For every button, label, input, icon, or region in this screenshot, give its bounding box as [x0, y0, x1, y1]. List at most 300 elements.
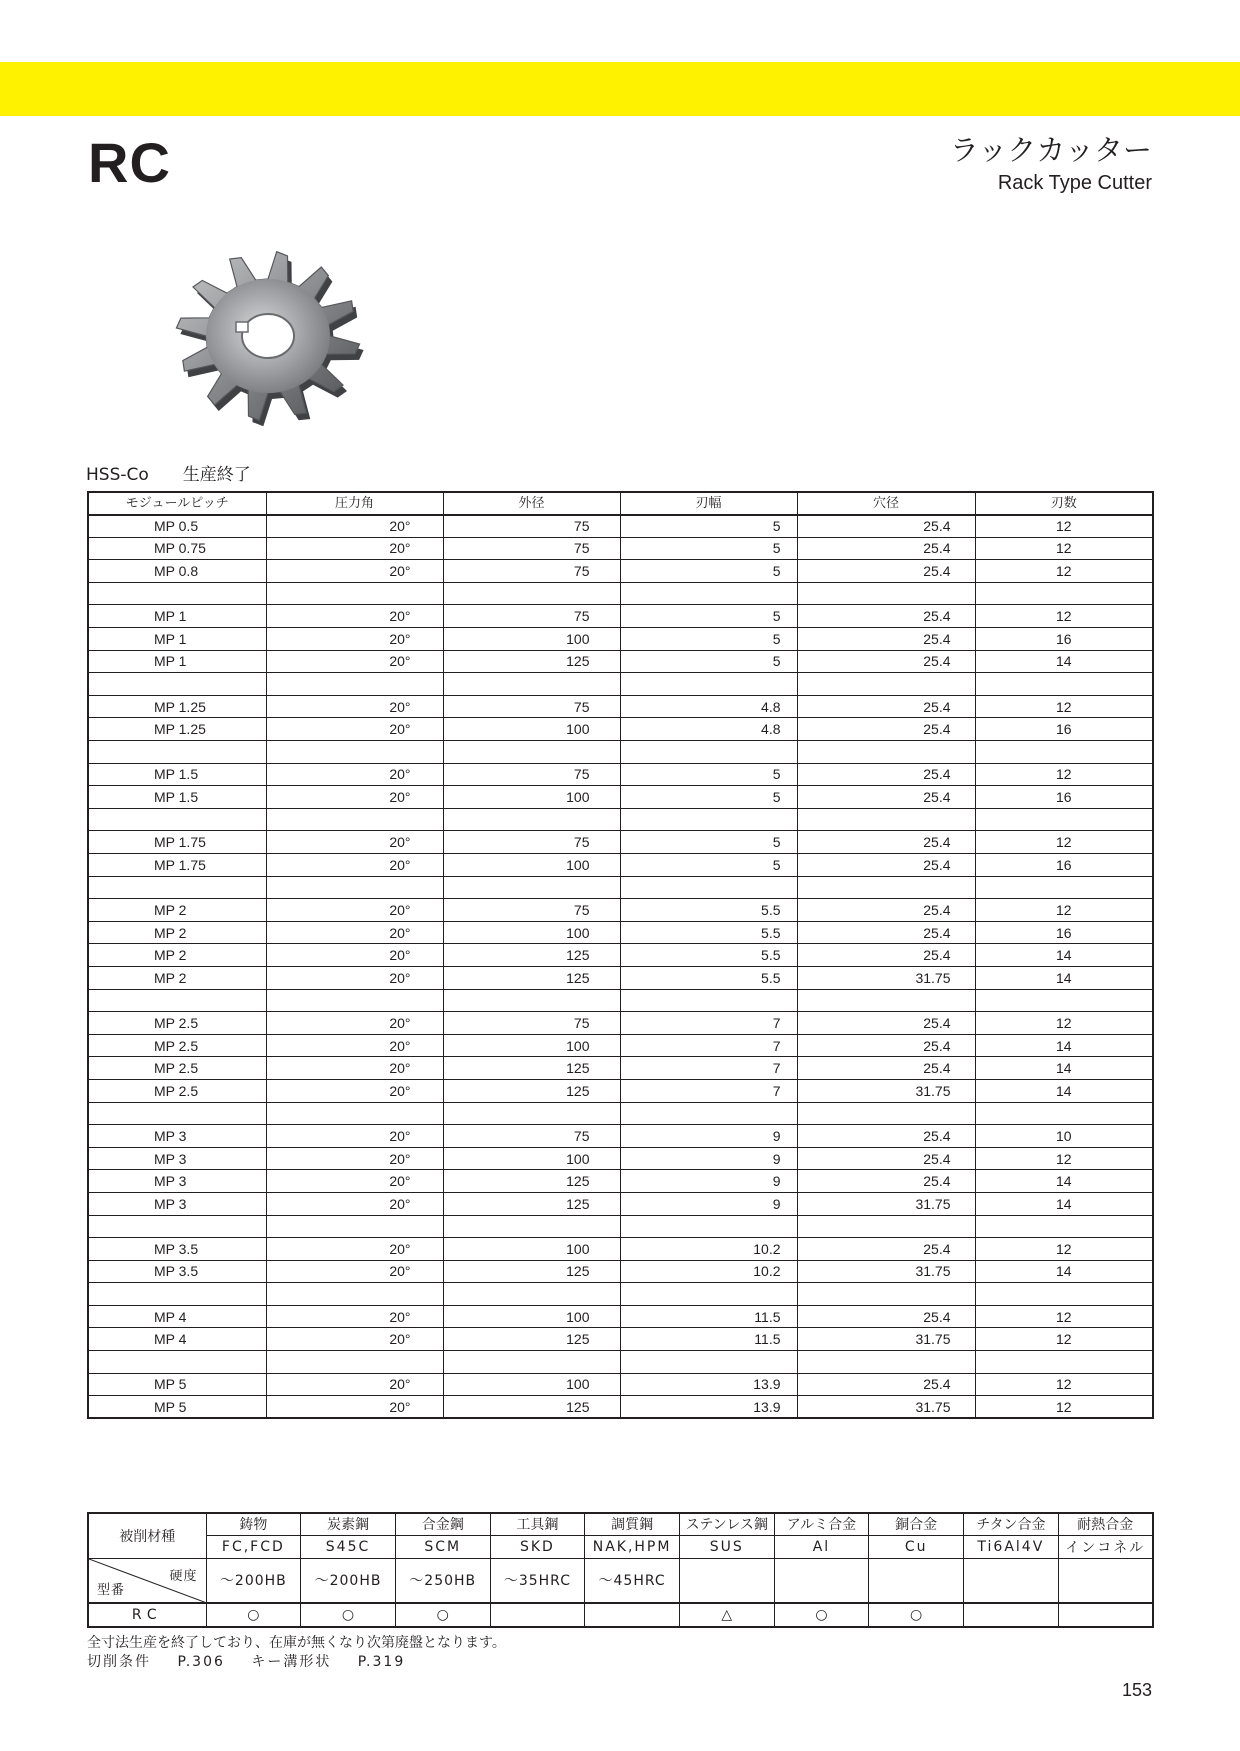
cell-blade-width: 4.8: [620, 718, 797, 741]
cell-module-pitch: MP 0.75: [88, 537, 266, 560]
table-row: [88, 515, 1153, 538]
cell-teeth-count: 12: [975, 763, 1153, 786]
cell-module-pitch: MP 4: [88, 1305, 266, 1328]
table-row: [88, 1057, 1153, 1080]
table-row: [88, 786, 1153, 809]
cell-pressure-angle: [266, 673, 443, 696]
cell-teeth-count: [975, 673, 1153, 696]
cell-blade-width: [620, 741, 797, 764]
cell-module-pitch: [88, 808, 266, 831]
cell-blade-width: 5: [620, 854, 797, 877]
cell-pressure-angle: 20°: [266, 786, 443, 809]
cell-module-pitch: MP 3: [88, 1147, 266, 1170]
cell-outer-diameter: 75: [443, 695, 620, 718]
table-row: [88, 1328, 1153, 1351]
spec-header-row: [88, 492, 1153, 515]
cell-outer-diameter: [443, 1283, 620, 1306]
cell-blade-width: 4.8: [620, 695, 797, 718]
material-code: S45C: [301, 1535, 396, 1558]
cell-teeth-count: 16: [975, 921, 1153, 944]
page-number: 153: [1121, 1680, 1152, 1700]
cell-module-pitch: MP 1: [88, 650, 266, 673]
material-code: SUS: [679, 1535, 774, 1558]
cell-bore-diameter: 25.4: [797, 763, 975, 786]
cell-pressure-angle: [266, 1102, 443, 1125]
cell-module-pitch: MP 2: [88, 921, 266, 944]
suitability-mark: [490, 1603, 585, 1627]
cell-bore-diameter: [797, 808, 975, 831]
table-row: [88, 1305, 1153, 1328]
cell-pressure-angle: 20°: [266, 1328, 443, 1351]
material-category: アルミ合金: [774, 1513, 869, 1535]
table-row: [88, 1192, 1153, 1215]
cell-teeth-count: 14: [975, 944, 1153, 967]
cell-blade-width: 5.5: [620, 921, 797, 944]
cell-module-pitch: MP 2.5: [88, 1057, 266, 1080]
cell-module-pitch: [88, 741, 266, 764]
cell-pressure-angle: 20°: [266, 1057, 443, 1080]
cell-outer-diameter: [443, 741, 620, 764]
production-status: 生産終了: [182, 465, 251, 485]
cell-teeth-count: 10: [975, 1125, 1153, 1148]
cell-bore-diameter: 25.4: [797, 899, 975, 922]
cell-outer-diameter: 125: [443, 1170, 620, 1193]
table-row: [88, 1012, 1153, 1035]
cell-bore-diameter: [797, 1283, 975, 1306]
cell-bore-diameter: 31.75: [797, 1396, 975, 1419]
cell-module-pitch: MP 1.75: [88, 831, 266, 854]
material-category: 合金鋼: [395, 1513, 490, 1535]
cell-outer-diameter: 125: [443, 944, 620, 967]
cell-module-pitch: MP 1.5: [88, 786, 266, 809]
cell-teeth-count: 14: [975, 1079, 1153, 1102]
table-row: [88, 1283, 1153, 1306]
cell-blade-width: 9: [620, 1147, 797, 1170]
col-module-pitch: モジュールピッチ: [88, 492, 266, 515]
cell-pressure-angle: [266, 1351, 443, 1374]
col-teeth-count: 刃数: [975, 492, 1153, 515]
cell-bore-diameter: 25.4: [797, 605, 975, 628]
cell-bore-diameter: 25.4: [797, 786, 975, 809]
cell-module-pitch: [88, 989, 266, 1012]
cell-bore-diameter: [797, 876, 975, 899]
cell-bore-diameter: [797, 673, 975, 696]
table-row: [88, 1373, 1153, 1396]
cell-blade-width: 7: [620, 1079, 797, 1102]
cell-bore-diameter: 25.4: [797, 1170, 975, 1193]
cell-bore-diameter: 25.4: [797, 921, 975, 944]
cell-pressure-angle: 20°: [266, 1373, 443, 1396]
cell-blade-width: 9: [620, 1170, 797, 1193]
cell-module-pitch: MP 3: [88, 1170, 266, 1193]
cell-teeth-count: 16: [975, 718, 1153, 741]
cell-module-pitch: MP 3: [88, 1192, 266, 1215]
cell-bore-diameter: 31.75: [797, 1328, 975, 1351]
cell-bore-diameter: 25.4: [797, 944, 975, 967]
cell-outer-diameter: [443, 1102, 620, 1125]
cell-module-pitch: [88, 1351, 266, 1374]
cell-outer-diameter: [443, 989, 620, 1012]
cell-teeth-count: 12: [975, 605, 1153, 628]
table-row: [88, 899, 1153, 922]
cell-outer-diameter: 100: [443, 1147, 620, 1170]
cell-outer-diameter: 75: [443, 537, 620, 560]
reference-line: [87, 1653, 506, 1672]
cell-bore-diameter: 25.4: [797, 1305, 975, 1328]
cell-pressure-angle: 20°: [266, 515, 443, 538]
keyway-page: P.319: [357, 1654, 406, 1670]
cell-blade-width: [620, 582, 797, 605]
cell-teeth-count: 12: [975, 1012, 1153, 1035]
cell-bore-diameter: [797, 582, 975, 605]
cell-outer-diameter: 100: [443, 921, 620, 944]
table-row: [88, 673, 1153, 696]
cell-module-pitch: MP 3: [88, 1125, 266, 1148]
cell-bore-diameter: 25.4: [797, 1057, 975, 1080]
table-row: [88, 1147, 1153, 1170]
cell-module-pitch: [88, 1283, 266, 1306]
cell-pressure-angle: [266, 1215, 443, 1238]
material-hardness: [774, 1558, 869, 1603]
product-title-en: Rack Type Cutter: [997, 172, 1152, 194]
table-row: [88, 1170, 1153, 1193]
table-row: [88, 1034, 1153, 1057]
table-row: [88, 1351, 1153, 1374]
cell-blade-width: [620, 876, 797, 899]
material-hardness: [1058, 1558, 1153, 1603]
col-blade-width: 刃幅: [620, 492, 797, 515]
cell-bore-diameter: 25.4: [797, 560, 975, 583]
cell-pressure-angle: 20°: [266, 560, 443, 583]
material-code: Cu: [869, 1535, 964, 1558]
table-row: [88, 537, 1153, 560]
cell-bore-diameter: [797, 1215, 975, 1238]
cell-outer-diameter: [443, 808, 620, 831]
cell-blade-width: 5: [620, 763, 797, 786]
material-name: HSS-Co: [86, 465, 149, 485]
cell-blade-width: 5: [620, 515, 797, 538]
cell-blade-width: 5: [620, 786, 797, 809]
cell-module-pitch: MP 2.5: [88, 1079, 266, 1102]
cell-teeth-count: [975, 1283, 1153, 1306]
table-row: [88, 944, 1153, 967]
cell-outer-diameter: 100: [443, 1373, 620, 1396]
cell-outer-diameter: 125: [443, 1328, 620, 1351]
discontinued-note: 全寸法生産を終了しており、在庫が無くなり次第廃盤となります。: [87, 1635, 506, 1651]
suitability-mark: [964, 1603, 1059, 1627]
suitability-mark: ○: [395, 1603, 490, 1627]
cell-module-pitch: [88, 1102, 266, 1125]
material-category: 鋳物: [206, 1513, 301, 1535]
cell-blade-width: 7: [620, 1057, 797, 1080]
cell-bore-diameter: 25.4: [797, 1238, 975, 1261]
cell-teeth-count: 12: [975, 899, 1153, 922]
cell-teeth-count: 14: [975, 1034, 1153, 1057]
cell-bore-diameter: [797, 741, 975, 764]
cell-outer-diameter: 100: [443, 854, 620, 877]
cell-teeth-count: 12: [975, 1147, 1153, 1170]
cell-bore-diameter: 25.4: [797, 1125, 975, 1148]
cell-teeth-count: 12: [975, 537, 1153, 560]
cell-outer-diameter: [443, 673, 620, 696]
col-pressure-angle: 圧力角: [266, 492, 443, 515]
cell-teeth-count: 12: [975, 1373, 1153, 1396]
cell-blade-width: 13.9: [620, 1373, 797, 1396]
table-row: [88, 763, 1153, 786]
cell-bore-diameter: 31.75: [797, 1260, 975, 1283]
cell-outer-diameter: 100: [443, 786, 620, 809]
cell-teeth-count: [975, 1215, 1153, 1238]
material-code: インコネル: [1058, 1535, 1153, 1558]
material-hardness: 〜200HB: [206, 1558, 301, 1603]
cell-teeth-count: [975, 1102, 1153, 1125]
cell-bore-diameter: 31.75: [797, 1192, 975, 1215]
cell-module-pitch: [88, 582, 266, 605]
cell-module-pitch: MP 1: [88, 628, 266, 651]
cell-bore-diameter: 25.4: [797, 831, 975, 854]
cell-pressure-angle: 20°: [266, 650, 443, 673]
cell-outer-diameter: 75: [443, 763, 620, 786]
material-hardness: 〜250HB: [395, 1558, 490, 1603]
cell-teeth-count: 12: [975, 1305, 1153, 1328]
material-code: NAK,HPM: [585, 1535, 680, 1558]
cell-blade-width: [620, 673, 797, 696]
cell-blade-width: [620, 1351, 797, 1374]
cell-pressure-angle: 20°: [266, 1034, 443, 1057]
cell-teeth-count: 16: [975, 628, 1153, 651]
cell-module-pitch: MP 2.5: [88, 1034, 266, 1057]
cell-pressure-angle: 20°: [266, 628, 443, 651]
cell-module-pitch: MP 3.5: [88, 1238, 266, 1261]
cell-pressure-angle: 20°: [266, 854, 443, 877]
cell-pressure-angle: [266, 808, 443, 831]
table-row: [88, 628, 1153, 651]
cell-pressure-angle: 20°: [266, 1396, 443, 1419]
suitability-mark: ○: [206, 1603, 301, 1627]
mat-header-label: 被削材種: [88, 1513, 206, 1558]
table-row: [88, 582, 1153, 605]
cell-bore-diameter: 25.4: [797, 1012, 975, 1035]
cell-outer-diameter: 125: [443, 1260, 620, 1283]
col-outer-diameter: 外径: [443, 492, 620, 515]
cell-bore-diameter: [797, 1102, 975, 1125]
cell-teeth-count: 16: [975, 786, 1153, 809]
cell-module-pitch: MP 1.5: [88, 763, 266, 786]
table-row: [88, 831, 1153, 854]
cell-blade-width: 5: [620, 560, 797, 583]
hardness-label: 硬度: [169, 1568, 198, 1584]
material-hardness: [869, 1558, 964, 1603]
cell-blade-width: 11.5: [620, 1305, 797, 1328]
cell-pressure-angle: [266, 741, 443, 764]
material-code: Ti6Al4V: [964, 1535, 1059, 1558]
cell-outer-diameter: 125: [443, 966, 620, 989]
cell-outer-diameter: 100: [443, 718, 620, 741]
cell-blade-width: [620, 1215, 797, 1238]
notes: [87, 1634, 506, 1672]
cell-pressure-angle: 20°: [266, 944, 443, 967]
table-row: [88, 1215, 1153, 1238]
cell-pressure-angle: 20°: [266, 1012, 443, 1035]
cell-blade-width: 5: [620, 537, 797, 560]
cell-pressure-angle: 20°: [266, 695, 443, 718]
cell-bore-diameter: 25.4: [797, 650, 975, 673]
cell-pressure-angle: 20°: [266, 1147, 443, 1170]
cell-pressure-angle: [266, 1283, 443, 1306]
cell-module-pitch: [88, 876, 266, 899]
cell-outer-diameter: [443, 876, 620, 899]
cell-teeth-count: [975, 989, 1153, 1012]
cell-teeth-count: [975, 741, 1153, 764]
cell-blade-width: 5.5: [620, 944, 797, 967]
suitability-mark: △: [679, 1603, 774, 1627]
cell-pressure-angle: 20°: [266, 1192, 443, 1215]
suitability-mark: ○: [774, 1603, 869, 1627]
cell-teeth-count: 16: [975, 854, 1153, 877]
cell-bore-diameter: 25.4: [797, 628, 975, 651]
material-category: 調質鋼: [585, 1513, 680, 1535]
cell-outer-diameter: [443, 1215, 620, 1238]
table-row: [88, 695, 1153, 718]
table-row: [88, 718, 1153, 741]
material-hardness: 〜45HRC: [585, 1558, 680, 1603]
cell-pressure-angle: 20°: [266, 763, 443, 786]
cell-pressure-angle: [266, 582, 443, 605]
table-row: [88, 921, 1153, 944]
material-line: [86, 460, 251, 485]
model-code: RC: [88, 1603, 206, 1627]
table-row: [88, 650, 1153, 673]
cell-pressure-angle: 20°: [266, 966, 443, 989]
table-row: [88, 1396, 1153, 1419]
cell-bore-diameter: 31.75: [797, 966, 975, 989]
cutting-conditions-label: 切削条件: [87, 1654, 151, 1670]
spec-table: [87, 491, 1154, 1419]
table-row: [88, 741, 1153, 764]
material-code: SKD: [490, 1535, 585, 1558]
cell-module-pitch: MP 3.5: [88, 1260, 266, 1283]
cell-teeth-count: 12: [975, 831, 1153, 854]
cell-bore-diameter: 25.4: [797, 854, 975, 877]
product-title-jp: ラックカッター: [949, 133, 1152, 167]
cell-pressure-angle: 20°: [266, 605, 443, 628]
cell-outer-diameter: 125: [443, 650, 620, 673]
cell-bore-diameter: 25.4: [797, 515, 975, 538]
cell-pressure-angle: [266, 989, 443, 1012]
cell-pressure-angle: 20°: [266, 1260, 443, 1283]
material-category: チタン合金: [964, 1513, 1059, 1535]
product-code: RC: [88, 131, 171, 194]
cutting-conditions-page: P.306: [177, 1654, 225, 1670]
suitability-mark: [1058, 1603, 1153, 1627]
cell-module-pitch: [88, 1215, 266, 1238]
cell-module-pitch: MP 1.25: [88, 695, 266, 718]
cell-bore-diameter: 25.4: [797, 1034, 975, 1057]
cell-bore-diameter: 25.4: [797, 695, 975, 718]
table-row: [88, 1079, 1153, 1102]
cell-blade-width: 9: [620, 1125, 797, 1148]
material-table: [87, 1512, 1154, 1628]
table-row: [88, 560, 1153, 583]
cell-outer-diameter: 75: [443, 831, 620, 854]
cell-module-pitch: MP 0.5: [88, 515, 266, 538]
material-hardness: 〜200HB: [301, 1558, 396, 1603]
cell-pressure-angle: 20°: [266, 899, 443, 922]
cell-teeth-count: 14: [975, 966, 1153, 989]
cell-teeth-count: 14: [975, 1192, 1153, 1215]
cell-teeth-count: 12: [975, 695, 1153, 718]
table-row: [88, 989, 1153, 1012]
material-code: FC,FCD: [206, 1535, 301, 1558]
cell-pressure-angle: 20°: [266, 718, 443, 741]
cell-outer-diameter: 125: [443, 1192, 620, 1215]
table-row: [88, 854, 1153, 877]
cell-blade-width: 5: [620, 831, 797, 854]
cell-module-pitch: MP 1.75: [88, 854, 266, 877]
cell-outer-diameter: 75: [443, 560, 620, 583]
cell-outer-diameter: 125: [443, 1396, 620, 1419]
material-hardness: [679, 1558, 774, 1603]
material-category: 銅合金: [869, 1513, 964, 1535]
cell-module-pitch: MP 1: [88, 605, 266, 628]
table-row: [88, 605, 1153, 628]
keyway-label: キー溝形状: [251, 1654, 332, 1670]
cell-blade-width: [620, 989, 797, 1012]
cell-outer-diameter: 75: [443, 899, 620, 922]
table-row: [88, 1238, 1153, 1261]
cell-blade-width: 10.2: [620, 1260, 797, 1283]
table-row: [88, 966, 1153, 989]
cell-blade-width: 10.2: [620, 1238, 797, 1261]
col-bore-diameter: 穴径: [797, 492, 975, 515]
cell-blade-width: 5.5: [620, 899, 797, 922]
cell-module-pitch: MP 2: [88, 944, 266, 967]
cell-teeth-count: 12: [975, 1238, 1153, 1261]
cell-pressure-angle: 20°: [266, 831, 443, 854]
cell-outer-diameter: 125: [443, 1057, 620, 1080]
cell-teeth-count: 14: [975, 1057, 1153, 1080]
material-category: 工具鋼: [490, 1513, 585, 1535]
cell-teeth-count: 12: [975, 1328, 1153, 1351]
cell-blade-width: [620, 808, 797, 831]
table-row: [88, 876, 1153, 899]
material-code: Al: [774, 1535, 869, 1558]
material-hardness: 〜35HRC: [490, 1558, 585, 1603]
cell-module-pitch: MP 5: [88, 1373, 266, 1396]
suitability-mark: ○: [301, 1603, 396, 1627]
table-row: [88, 1102, 1153, 1125]
cell-blade-width: 7: [620, 1012, 797, 1035]
material-category: ステンレス鋼: [679, 1513, 774, 1535]
cell-module-pitch: MP 2: [88, 966, 266, 989]
cutter-photo: [158, 240, 378, 440]
cell-pressure-angle: 20°: [266, 1079, 443, 1102]
cell-teeth-count: 12: [975, 515, 1153, 538]
cell-pressure-angle: [266, 876, 443, 899]
cell-outer-diameter: 100: [443, 1238, 620, 1261]
cell-bore-diameter: 31.75: [797, 1079, 975, 1102]
cell-module-pitch: MP 4: [88, 1328, 266, 1351]
cell-teeth-count: 12: [975, 1396, 1153, 1419]
hardness-model-header: [88, 1558, 206, 1603]
table-row: [88, 808, 1153, 831]
cell-bore-diameter: 25.4: [797, 718, 975, 741]
material-category: 炭素鋼: [301, 1513, 396, 1535]
cell-bore-diameter: 25.4: [797, 1373, 975, 1396]
table-row: [88, 1260, 1153, 1283]
material-hardness: [964, 1558, 1059, 1603]
cell-module-pitch: MP 0.8: [88, 560, 266, 583]
